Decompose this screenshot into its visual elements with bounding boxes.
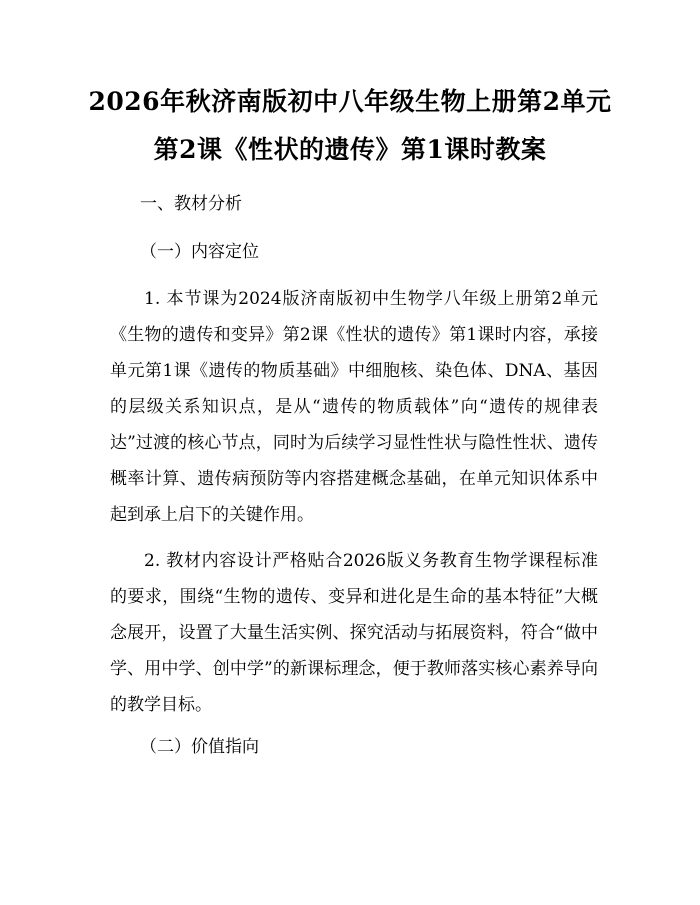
paragraph-content-positioning-2: 2. 教材内容设计严格贴合2026版义务教育生物学课程标准的要求，围绕“生物的遗传、变异和进化是生命的基本特征”大概念展开，设置了大量生活实例、探究活动与拓展资料，符合“做中学、用中学、创中学”的新课标理念，便于教师落实核心素养导向的教学目标。: [110, 551, 598, 715]
document-title: 2026年秋济南版初中八年级生物上册第2单元第2课《性状的遗传》第1课时教案: [88, 87, 612, 164]
subsection-heading-value-orientation: （二）价值指向: [140, 737, 259, 757]
subsection-heading-content-positioning: （一）内容定位: [140, 242, 259, 262]
section-heading-textbook-analysis: 一、教材分析: [140, 194, 242, 214]
paragraph-content-positioning-1: 1. 本节课为2024版济南版初中生物学八年级上册第2单元《生物的遗传和变异》第2课《性状的遗传》第1课时内容，承接单元第1课《遗传的物质基础》中细胞核、染色体、DNA、基因的层级关系知识点，是从“遗传的物质载体”向“遗传的规律表达”过渡的核心节点，同时为后续学习显性性状与隐性性状、遗传概率计算、遗传病预防等内容搭建概念基础，在单元知识体系中起到承上启下的关键作用。: [110, 289, 598, 525]
